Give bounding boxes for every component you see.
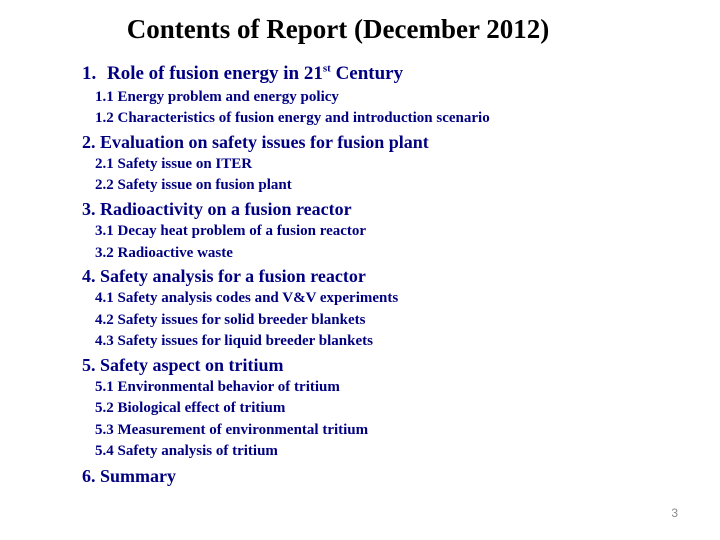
section-label: Summary — [100, 466, 176, 486]
subsection-label: Safety issue on ITER — [117, 156, 253, 172]
subsection-4-1 — [95, 290, 398, 307]
subsection-label: Safety analysis of tritium — [117, 443, 278, 459]
subsection-number: 4.2 — [95, 312, 114, 328]
subsection-number: 5.4 — [95, 443, 114, 459]
section-label: Safety analysis for a fusion reactor — [100, 266, 366, 286]
section-label-superscript: st — [322, 62, 331, 75]
subsection-3-2 — [95, 245, 233, 262]
section-number: 3. — [82, 199, 96, 219]
subsection-2-1 — [95, 156, 252, 173]
subsection-number: 5.2 — [95, 400, 114, 416]
section-label: Safety aspect on tritium — [100, 355, 284, 375]
subsection-5-3 — [95, 422, 368, 439]
subsection-2-2 — [95, 177, 292, 194]
section-label-suffix: Century — [330, 63, 404, 84]
section-number: 1. — [82, 63, 97, 84]
subsection-label: Characteristics of fusion energy and introduction scenario — [117, 110, 490, 126]
section-2-heading — [82, 132, 429, 153]
section-4-heading — [82, 266, 366, 287]
subsection-number: 3.1 — [95, 223, 114, 239]
subsection-3-1 — [95, 223, 366, 240]
page-number: 3 — [671, 506, 678, 520]
section-number: 2. — [82, 132, 96, 152]
subsection-label: Environmental behavior of tritium — [117, 379, 340, 395]
subsection-1-1 — [95, 89, 339, 106]
subsection-number: 4.3 — [95, 333, 114, 349]
subsection-label: Decay heat problem of a fusion reactor — [117, 223, 367, 239]
subsection-4-2 — [95, 312, 365, 329]
section-6-heading — [82, 466, 176, 487]
subsection-number: 2.2 — [95, 177, 114, 193]
section-label: Evaluation on safety issues for fusion plant — [100, 132, 429, 152]
subsection-number: 1.1 — [95, 89, 114, 105]
section-label: Radioactivity on a fusion reactor — [100, 199, 352, 219]
section-label-prefix: Role of fusion energy in 21 — [107, 63, 323, 84]
subsection-number: 1.2 — [95, 110, 114, 126]
subsection-label: Biological effect of tritium — [117, 400, 286, 416]
subsection-5-2 — [95, 400, 285, 417]
subsection-5-1 — [95, 379, 340, 396]
subsection-number: 3.2 — [95, 245, 114, 261]
subsection-number: 5.1 — [95, 379, 114, 395]
subsection-label: Radioactive waste — [117, 245, 233, 261]
section-1-heading — [82, 63, 403, 85]
subsection-label: Safety analysis codes and V&V experiments — [117, 290, 399, 306]
subsection-number: 2.1 — [95, 156, 114, 172]
section-number: 4. — [82, 266, 96, 286]
subsection-5-4 — [95, 443, 278, 460]
section-5-heading — [82, 355, 283, 376]
subsection-number: 4.1 — [95, 290, 114, 306]
subsection-label: Measurement of environmental tritium — [117, 422, 369, 438]
subsection-label: Safety issues for solid breeder blankets — [117, 312, 366, 328]
subsection-1-2 — [95, 110, 490, 127]
subsection-4-3 — [95, 333, 373, 350]
subsection-label: Safety issues for liquid breeder blankets — [117, 333, 373, 349]
section-number: 5. — [82, 355, 96, 375]
section-number: 6. — [82, 466, 96, 486]
section-3-heading — [82, 199, 352, 220]
page-title: Contents of Report (December 2012) — [126, 14, 550, 44]
subsection-number: 5.3 — [95, 422, 114, 438]
subsection-label: Safety issue on fusion plant — [117, 177, 292, 193]
subsection-label: Energy problem and energy policy — [117, 89, 339, 105]
